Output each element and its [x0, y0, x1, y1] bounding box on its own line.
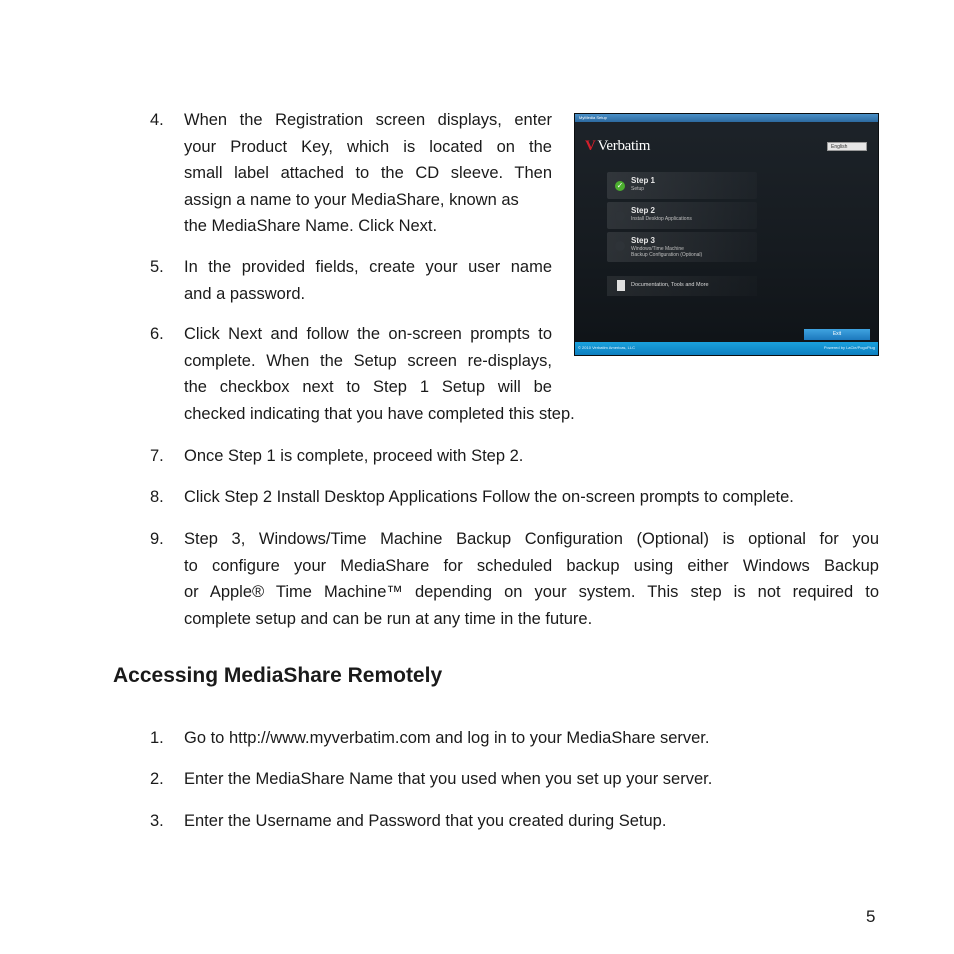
setup-step-3 [607, 232, 757, 262]
setup-step-1 [607, 172, 757, 199]
step-subtitle: Install Desktop Applications [631, 216, 692, 222]
documentation-link [607, 276, 757, 296]
step-subtitle: Setup [631, 186, 645, 192]
text-line: Go to http://www.myverbatim.com and log in to your MediaShare server. [184, 729, 710, 747]
step-title: Step 3 [631, 236, 656, 245]
exit-button: Exit [804, 329, 870, 340]
text-line: the checkbox next to Step 1 Setup will be [184, 378, 552, 397]
list-number: 3. [150, 812, 164, 830]
text-line: or Apple® Time Machine™ depending on your system. This step is not required to [184, 583, 879, 602]
list-number: 7. [150, 447, 164, 465]
text-line: to configure your MediaShare for scheduled backup using either Windows Backup [184, 556, 879, 575]
text-line: When the Registration screen displays, enter [184, 111, 552, 129]
footer-powered-by: Powered by LaCie/PogoPlug [823, 345, 875, 350]
text-line: your Product Key, which is located on the [184, 137, 552, 156]
text-line: assign a name to your MediaShare, known as [184, 190, 519, 209]
list-number: 2. [150, 770, 164, 788]
logo-mark: V [585, 138, 596, 154]
text-line: complete setup and can be run at any time in the future. [184, 609, 593, 628]
list-number: 4. [150, 111, 164, 129]
list-number: 5. [150, 258, 164, 276]
footer-copyright: © 2010 Verbatim Americas, LLC [578, 345, 635, 350]
screenshot-footer [575, 342, 878, 355]
window-titlebar: MyMedia Setup [575, 114, 878, 122]
text-line: Step 3, Windows/Time Machine Backup Configuration (Optional) is optional for you [184, 530, 879, 548]
step-status-icon [615, 241, 625, 251]
text-line: checked indicating that you have completed this step. [184, 404, 575, 423]
text-line: small label attached to the CD sleeve. Then [184, 164, 552, 183]
verbatim-logo [585, 138, 650, 155]
list-number: 6. [150, 325, 164, 343]
documentation-label: Documentation, Tools and More [631, 282, 709, 288]
text-line: complete. When the Setup screen re-displays, [184, 351, 552, 370]
text-line: the MediaShare Name. Click Next. [184, 217, 438, 236]
text-line: and a password. [184, 284, 306, 303]
setup-screenshot [574, 113, 879, 356]
text-line: In the provided fields, create your user name [184, 258, 552, 276]
text-line: Enter the MediaShare Name that you used when you set up your server. [184, 770, 713, 788]
section-heading: Accessing MediaShare Remotely [113, 664, 443, 687]
list-number: 8. [150, 488, 164, 506]
checkmark-icon: ✓ [616, 181, 624, 190]
setup-step-2 [607, 202, 757, 229]
text-line: Enter the Username and Password that you created during Setup. [184, 812, 667, 830]
step-status-icon [615, 211, 625, 221]
text-line: Click Step 2 Install Desktop Applications Follow the on-screen prompts to complete. [184, 488, 794, 506]
document-icon [617, 280, 625, 291]
text-line: Click Next and follow the on-screen prompts to [184, 325, 552, 343]
step-title: Step 2 [631, 206, 656, 215]
list-number: 9. [150, 530, 164, 548]
step-title: Step 1 [631, 176, 656, 185]
list-number: 1. [150, 729, 164, 747]
text-line: Once Step 1 is complete, proceed with Step 2. [184, 447, 524, 465]
page-number: 5 [866, 907, 876, 926]
language-select: English [827, 142, 867, 151]
logo-text: Verbatim [597, 138, 651, 154]
step-subtitle: Windows/Time Machine Backup Configuration (Optional) [631, 246, 703, 258]
